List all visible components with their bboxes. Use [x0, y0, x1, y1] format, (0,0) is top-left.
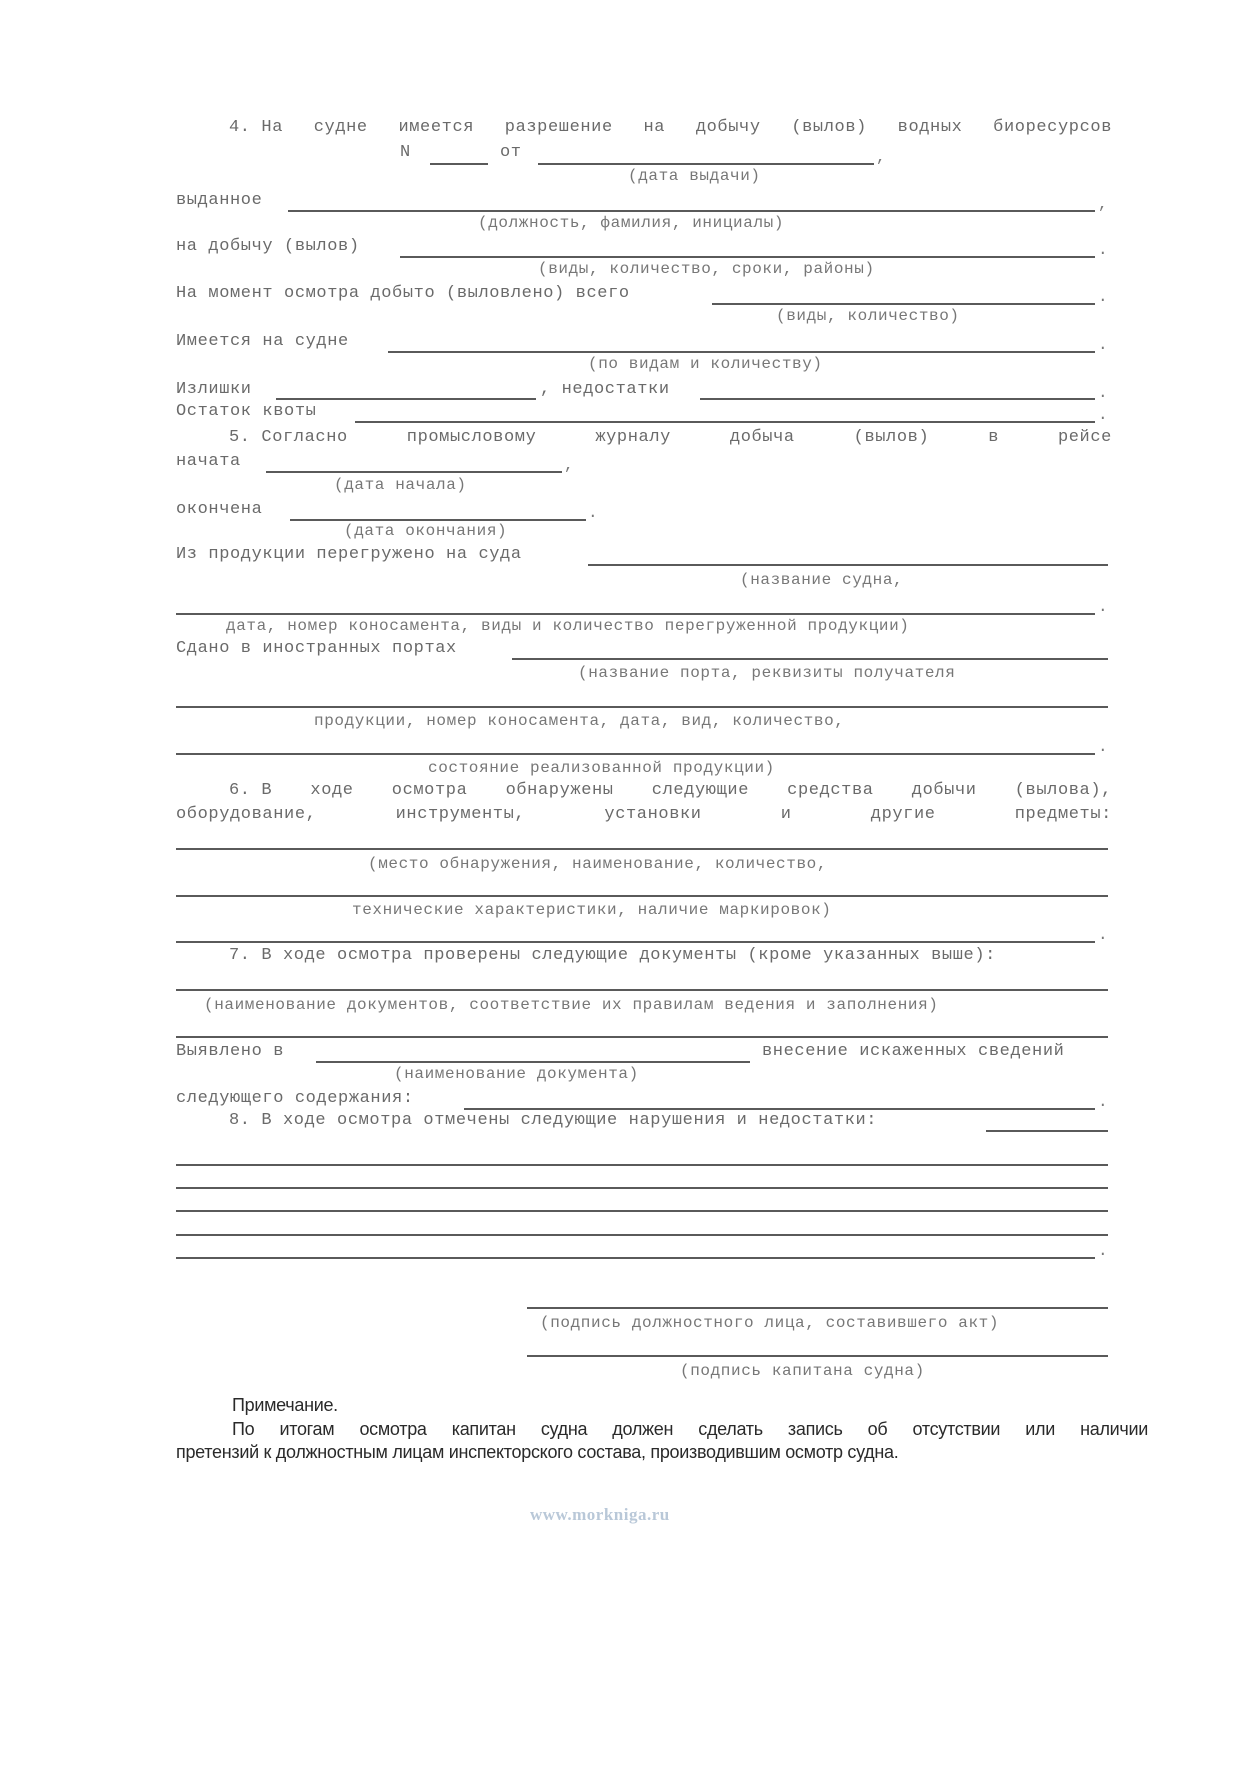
violations-field-2[interactable]	[176, 1187, 1108, 1189]
officer-signature-field[interactable]	[527, 1307, 1108, 1309]
issued-field[interactable]	[288, 210, 1095, 212]
onboard-label: Имеется на судне	[176, 332, 349, 351]
permit-number-label: N	[400, 143, 411, 162]
word: промысловому	[406, 428, 537, 447]
started-field[interactable]	[266, 471, 562, 473]
issued-label: выданное	[176, 191, 263, 210]
period: .	[1098, 926, 1108, 944]
section8-title: 8. В ходе осмотра отмечены следующие нарушения и недостатки:	[229, 1111, 878, 1130]
total-label: На момент осмотра добыто (выловлено) всего	[176, 284, 630, 303]
captain-signature-field[interactable]	[527, 1355, 1108, 1357]
violations-field-4[interactable]	[176, 1234, 1108, 1236]
transfer-hint-1: (название судна,	[740, 571, 904, 589]
ended-hint: (дата окончания)	[344, 522, 508, 540]
word: обнаружены	[505, 781, 614, 800]
period: .	[1098, 406, 1108, 424]
comma: ,	[1098, 195, 1108, 213]
note-line-2: претензий к должностным лицам инспекторского состава, производившим осмотр судна.	[176, 1442, 899, 1462]
word: ходе	[310, 781, 354, 800]
period: .	[1098, 288, 1108, 306]
foreign-hint-3: состояние реализованной продукции)	[428, 759, 775, 777]
word: и	[780, 805, 792, 824]
transfer-hint-2: дата, номер коносамента, виды и количество перегруженной продукции)	[226, 617, 910, 635]
shortage-label: , недостатки	[540, 380, 670, 399]
period: .	[1098, 598, 1108, 616]
word: водных	[897, 118, 963, 137]
period: .	[1098, 241, 1108, 259]
foreign-hint-2: продукции, номер коносамента, дата, вид, количество,	[314, 712, 845, 730]
word: предметы:	[1014, 805, 1112, 824]
total-hint: (виды, количество)	[776, 307, 960, 325]
content-label: следующего содержания:	[176, 1089, 414, 1108]
word: судне	[313, 118, 368, 137]
watermark: www.morkniga.ru	[530, 1505, 670, 1524]
found-suffix: внесение искаженных сведений	[762, 1042, 1065, 1061]
word: 5. Согласно	[229, 428, 348, 447]
word: другие	[870, 805, 936, 824]
permit-number-field[interactable]	[430, 163, 488, 165]
word: оборудование,	[176, 805, 317, 824]
foreign-hint-1: (название порта, реквизиты получателя	[578, 664, 956, 682]
transfer-field-2[interactable]	[176, 613, 1095, 615]
documents-field-2[interactable]	[176, 1036, 1108, 1038]
word: в	[988, 428, 1000, 447]
note-line-1: По итогам осмотра капитан судна должен сделать запись об отсутствии или наличии	[232, 1419, 1148, 1439]
started-label: начата	[176, 452, 241, 471]
foreign-field-3[interactable]	[176, 753, 1095, 755]
found-document-field[interactable]	[316, 1061, 750, 1063]
word: инструменты,	[395, 805, 526, 824]
equipment-field-1[interactable]	[176, 848, 1108, 850]
surplus-label: Излишки	[176, 380, 252, 399]
word: биоресурсов	[993, 118, 1112, 137]
officer-signature-hint: (подпись должностного лица, составившего акт)	[540, 1314, 1000, 1332]
word: журналу	[595, 428, 671, 447]
comma: ,	[876, 148, 886, 166]
onboard-hint: (по видам и количеству)	[588, 355, 823, 373]
period: .	[1098, 1093, 1108, 1111]
word: следующие	[651, 781, 749, 800]
word: осмотра	[391, 781, 468, 800]
period: .	[1098, 336, 1108, 354]
shortage-field[interactable]	[700, 398, 1095, 400]
period: .	[1098, 384, 1108, 402]
section5-title	[229, 428, 1112, 448]
foreign-field-2[interactable]	[176, 706, 1108, 708]
note-title: Примечание.	[232, 1395, 338, 1415]
period: .	[588, 504, 598, 522]
permit-date-field[interactable]	[538, 163, 874, 165]
word: добыча	[729, 428, 795, 447]
period: .	[1098, 738, 1108, 756]
word: на	[643, 118, 666, 137]
foreign-field[interactable]	[512, 658, 1108, 660]
word: 6. В	[229, 781, 273, 800]
word: (вылов)	[853, 428, 930, 447]
violations-field-3[interactable]	[176, 1210, 1108, 1212]
section7-title: 7. В ходе осмотра проверены следующие документы (кроме указанных выше):	[229, 946, 996, 965]
violations-field-5[interactable]	[176, 1257, 1095, 1259]
word: добычу	[695, 118, 761, 137]
word: рейсе	[1057, 428, 1112, 447]
section4-title	[229, 118, 1112, 138]
word: средства	[787, 781, 874, 800]
catch-field[interactable]	[400, 256, 1095, 258]
content-field[interactable]	[464, 1108, 1095, 1110]
permit-date-hint: (дата выдачи)	[628, 167, 761, 185]
surplus-field[interactable]	[276, 398, 536, 400]
onboard-field[interactable]	[388, 351, 1095, 353]
section6-line-2	[176, 805, 1112, 825]
foreign-label: Сдано в иностранных портах	[176, 639, 457, 658]
word: добычи	[911, 781, 977, 800]
transfer-field[interactable]	[588, 564, 1108, 566]
found-label: Выявлено в	[176, 1042, 285, 1061]
total-field[interactable]	[712, 303, 1095, 305]
period: .	[1098, 1242, 1108, 1260]
violations-field-1[interactable]	[176, 1164, 1108, 1166]
documents-field[interactable]	[176, 989, 1108, 991]
comma: ,	[564, 456, 574, 474]
equipment-hint-1: (место обнаружения, наименование, количество,	[368, 855, 828, 873]
catch-hint: (виды, количество, сроки, районы)	[538, 260, 875, 278]
catch-label: на добычу (вылов)	[176, 237, 360, 256]
quota-label: Остаток квоты	[176, 402, 317, 421]
equipment-field-3[interactable]	[176, 941, 1095, 943]
equipment-hint-2: технические характеристики, наличие маркировок)	[352, 901, 832, 919]
equipment-field-2[interactable]	[176, 895, 1108, 897]
word: разрешение	[504, 118, 613, 137]
word: имеется	[398, 118, 475, 137]
word: 4. На	[229, 118, 284, 137]
started-hint: (дата начала)	[334, 476, 467, 494]
ended-label: окончена	[176, 500, 263, 519]
documents-hint: (наименование документов, соответствие их правилам ведения и заполнения)	[204, 996, 939, 1014]
word: (вылова),	[1014, 781, 1112, 800]
permit-from-label: от	[500, 143, 522, 162]
found-hint: (наименование документа)	[394, 1065, 639, 1083]
violations-field-0[interactable]	[986, 1130, 1108, 1132]
ended-field[interactable]	[290, 519, 586, 521]
transfer-label: Из продукции перегружено на суда	[176, 545, 522, 564]
quota-field[interactable]	[355, 421, 1095, 423]
section6-line-1	[229, 781, 1112, 801]
captain-signature-hint: (подпись капитана судна)	[680, 1362, 925, 1380]
word: установки	[604, 805, 702, 824]
word: (вылов)	[791, 118, 867, 137]
issued-hint: (должность, фамилия, инициалы)	[478, 214, 785, 232]
